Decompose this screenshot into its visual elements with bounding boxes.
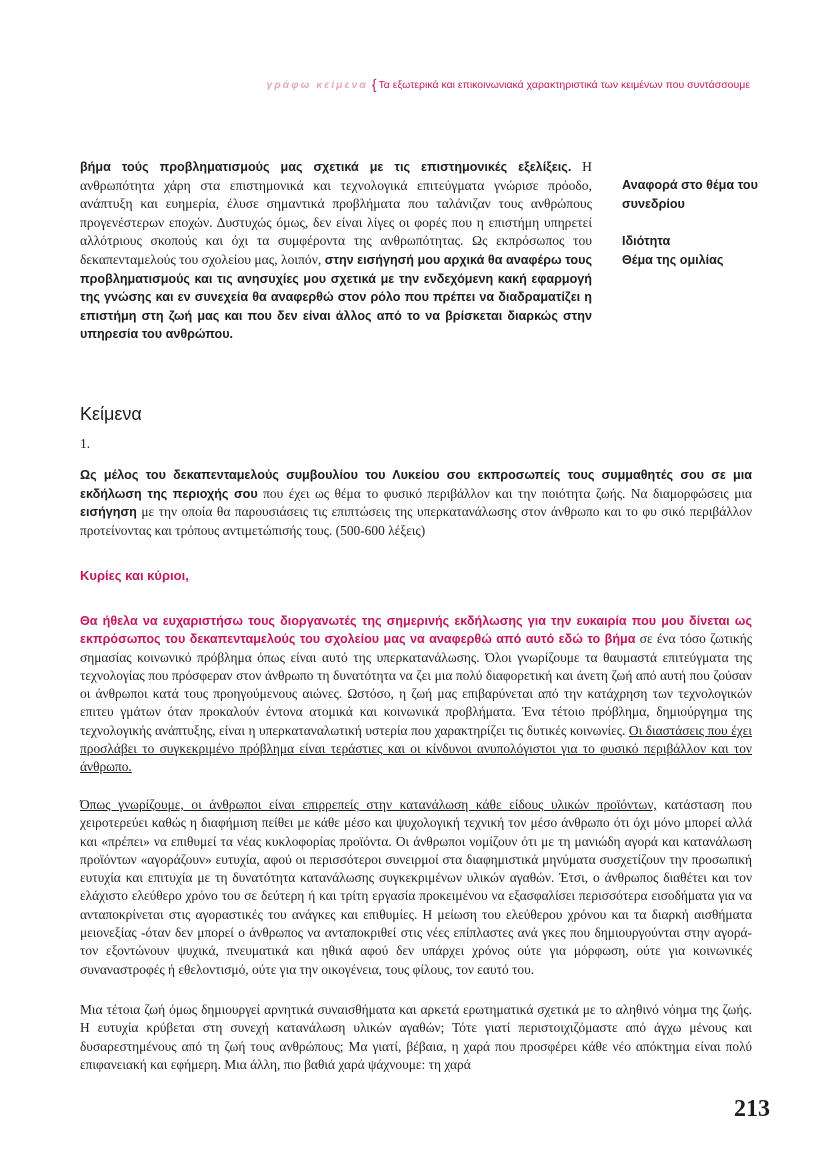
intro-bold-lead: βήμα τούς προβληματισμούς μας σχετικά με τις επιστημονικές εξελίξεις. [80,160,572,174]
speech-p1-plain: σε ένα τόσο ζωτικής σημασίας κοινωνικό πρόβλημα όπως είναι αυτό της υπερκατανάλωσης. Όλοι γνωρίζουμε τα θαυμαστά επιτεύγματα της τεχνολογίας που πρόσφεραν στον άνθρωπο τη δυνατότητα να ζει μια πολύ διαφορετική και άνετη ζωή από αυτή που ζούσαν οι άνθρωποι κατά τους προηγούμενους αιώνες. Ωστόσο, η ζωή μας επιβαρύνεται από την κατάχρηση των τεχνολογικών επιτευ γμάτων όταν προκαλούν έντονα ατομικά και κοινωνικά προβλήματα. Ένα τέτοιο πρόβλημα, δημιούργημα της τεχνολογικής ανάπτυξης, είναι η υπερκαταναλωτική υστερία που χαρακτηρίζει τις δυτικές κοινωνίες. [80,631,753,738]
intro-paragraph [80,158,592,344]
task-plain-1: που έχει ως θέμα το φυσικό περιβάλλον και την ποιότητα ζωής. Να διαμορφώσεις μια [257,485,752,501]
speech-paragraph-3: Μια τέτοια ζωή όμως δημιουργεί αρνητικά συναισθήματα και αρκετά ερωτηματικά σχετικά με το αληθινό νόημα της ζωής. Η ευτυχία κρύβεται στη συνεχή κατανάλωση υλικών αγαθών; Τότε γιατί περιστοιχιζόμαστε από άγχω μένους και δυσαρεστημένους από τη ζωή τους ανθρώπους; Μα γιατί, βέβαια, η χαρά που προσφέρει κάθε νέο απόκτημα είναι πολύ επιφανειακή και εφήμερη. Μια άλλη, πιο βαθιά χαρά ψάχνουμε: τη χαρά [80,1002,752,1072]
speech-p1-underlined: Οι διαστάσεις που έχει προσλάβει το συγκεκριμένο πρόβλημα είναι τεράστιες και οι κίνδυνοι ανυπολόγιστοι για το φυσικό περιβάλλον και τον άνθρωπο. [80,722,753,775]
side-note-role-line2: Θέμα της ομιλίας [622,252,724,267]
intro-bold-tail: στην εισήγησή μου αρχικά θα αναφέρω τους προβληματισμούς και τις ανησυχίες μου σχετικά με την ενδεχόμενη κακή εφαρμογή της γνώσης και εν συνεχεία θα αναφερθώ στον ρόλο που πρέπει να διαδραματίζει η επιστήμη στη ζωή μας και που δεν είναι άλλος από το να βρίσκεται διαρκώς στην υπηρεσία του ανθρώπου. [80,252,592,342]
speech-salutation: Κυρίες και κύριοι, [80,568,189,583]
speech-p2-underlined: Όπως γνωρίζουμε, οι άνθρωποι είναι επιρρεπείς στην κατανάλωση κάθε είδους υλικών προϊόντων, [80,797,657,812]
side-note-role-line1: Ιδιότητα [622,234,671,248]
task-bold-1: Ως μέλος του δεκαπενταμελούς συμβουλίου του Λυκείου σου εκπροσωπείς τους συμμαθητές σου σε μια εκδήλωση της περιοχής σου [80,468,752,501]
header-brace: { [371,76,377,92]
speech-paragraph-2 [80,796,752,979]
exercise-number: 1. [80,436,91,451]
page-number: 213 [734,1096,770,1122]
section-heading: Κείμενα [80,404,142,424]
exercise-prompt [80,466,752,540]
intro-plain: Η ανθρωπότητα χάρη στα επιστημονικά και τεχνολογικά επιτεύγματα γνώρισε πρόοδο, ανάπτυξη και ευημερία, έλυσε σημαντικά προβλήματα που ταλάνιζαν τους ανθρώπους προγενέστερων εποχών. Δυστυχώς όμως, δεν είναι λίγες οι φορές που η επιστήμη υπηρετεί αλλότριους σκοπούς και όχι τα συμφέροντα της ανθρωπότητας. Ως εκπρόσωπος του δεκαπενταμελούς του σχολείου μας, λοιπόν, [80,159,592,267]
running-header [266,76,750,92]
task-plain-2: με την οποία θα παρουσιάσεις τις επιπτώσεις της υπερκατανάλωσης στον άνθρωπο και το φυ σικό περιβάλλον προτείνοντας και τρόπους αντιμετώπισής τους. (500-600 λέξεις) [80,504,752,538]
side-note-role [622,232,762,269]
side-note-topic: Αναφορά στο θέμα του συνεδρίου [622,178,758,211]
speech-p2-plain: κατάσταση που χειροτερεύει καθώς η διαφήμιση πείθει με κάθε μέσο και ψυχολογική τεχνική τον μέσο άνθρωπο ότι όχι μόνο μπορεί αλλά και «πρέπει» να επιθυμεί τα νέας κυκλοφορίας προϊόντα. Οι άνθρωποι νομίζουν ότι με τη μανιώδη αγορά και κατανάλωση προϊόντων «αγοράζουν» ευτυχία, αφού οι περισσότεροι συνειρμοί στα διαφημιστικά μηνύματα συσχετίζουν την προσωπική ευτυχία και επιτυχία με τη δυνατότητα κατανάλωσης συγκεκριμένων υλικών αγαθών. Έτσι, ο άνθρωπος διαθέτει και τον ελάχιστο ελεύθερο χρόνο του σε δεύτερη ή και τρίτη εργασία προκειμένου να εξασφαλίσει περισσότερα εισοδήματα για να ανταποκρίνεται στις αγοραστικές του ανάγκες και επιθυμίες. Η μείωση του ελεύθερου χρόνου και τα διαρκή αισθήματα μειονεξίας -όταν δεν μπορεί ο άνθρωπος να ανταποκριθεί στις νέες επίπλαστες ανά γκες που δημιουργούνται στην αγορά- τον εξοντώνουν ψυχικά, πνευματικά και ηθικά αφού δεν υπάρχει χρόνος ούτε για μόρφωση, ούτε για κοινωνικές συναναστροφές ή εθελοντισμό, ούτε για την οικογένεια, τους φίλους, τον εαυτό του. [80,797,752,977]
task-bold-2: εισήγηση [80,505,137,520]
header-brand: γράφω κείμενα [266,79,368,91]
speech-paragraph-1 [80,612,752,777]
speech-p1-highlight: Θα ήθελα να ευχαριστήσω τους διοργανωτές της σημερινής εκδήλωσης για την ευκαιρία που μου δίνεται ως εκπρόσωπος του δεκαπενταμελούς του σχολείου μας να αναφερθώ από αυτό εδώ το βήμα [80,614,752,647]
header-title: Τα εξωτερικά και επικοινωνιακά χαρακτηριστικά των κειμένων που συντάσσουμε [378,79,750,91]
